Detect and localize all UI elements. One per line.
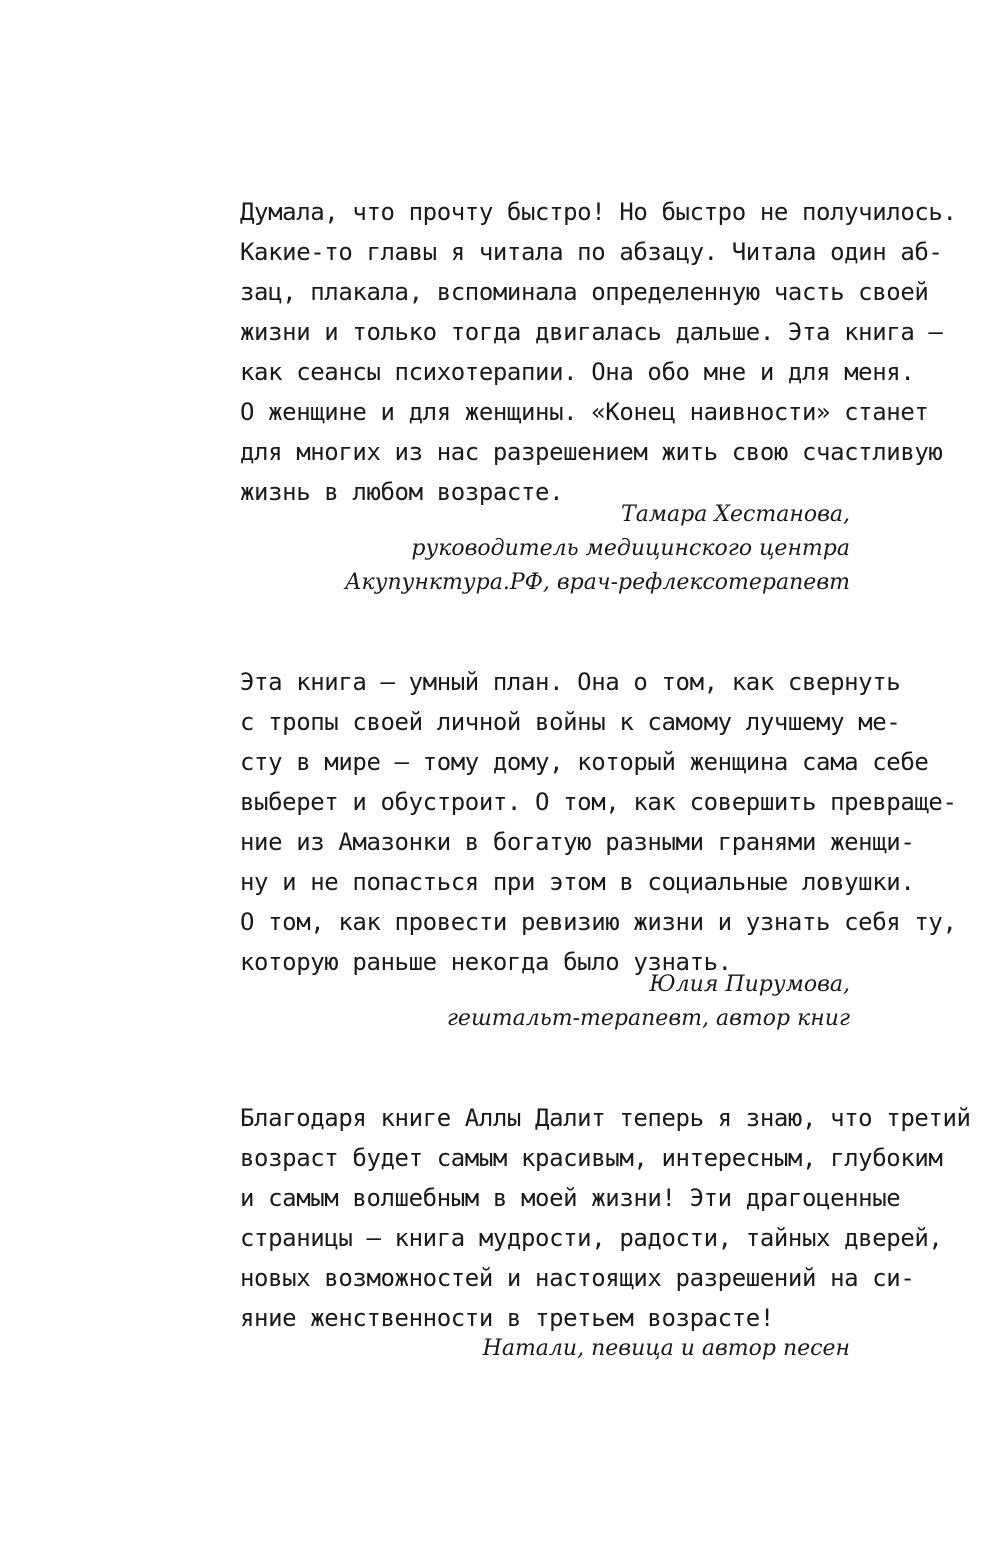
attribution-author: Натали, певица и автор песен	[482, 1336, 850, 1361]
review-3-paragraph	[240, 1098, 971, 1338]
paragraph-line: ну и не попасться при этом в социальные ловушки.	[240, 868, 915, 896]
paragraph-line: которую раньше некогда было узнать.	[240, 948, 732, 976]
paragraph-line: как сеансы психотерапии. Она обо мне и для меня.	[240, 358, 915, 386]
attribution-line: гештальт-терапевт, автор книг	[446, 1006, 850, 1031]
paragraph-line: Благодаря книге Аллы Далит теперь я знаю, что третий	[240, 1104, 971, 1132]
paragraph-line: возраст будет самым красивым, интересным, глубоким	[240, 1144, 943, 1172]
paragraph-line: сту в мире — тому дому, который женщина сама себе	[240, 748, 929, 776]
attribution-author: Тамара Хестанова,	[621, 502, 850, 527]
review-3-attribution	[240, 1332, 850, 1366]
review-1-paragraph	[240, 192, 957, 512]
paragraph-line: яние женственности в третьем возрасте!	[240, 1304, 774, 1332]
paragraph-line: О том, как провести ревизию жизни и узнать себя ту,	[240, 908, 957, 936]
attribution-line: руководитель медицинского центра	[411, 536, 850, 561]
attribution-line: Акупунктура.РФ, врач-рефлексотерапевт	[344, 570, 850, 595]
paragraph-line: и самым волшебным в моей жизни! Эти драгоценные	[240, 1184, 901, 1212]
paragraph-line: ние из Амазонки в богатую разными гранями женщи-	[240, 828, 915, 856]
paragraph-line: жизни и только тогда двигалась дальше. Эта книга —	[240, 318, 943, 346]
paragraph-line: Эта книга — умный план. Она о том, как свернуть	[240, 668, 901, 696]
paragraph-line: страницы — книга мудрости, радости, тайных дверей,	[240, 1224, 943, 1252]
review-1-attribution	[240, 498, 850, 600]
attribution-author: Юлия Пирумова,	[649, 972, 850, 997]
paragraph-line: Какие-то главы я читала по абзацу. Читала один аб-	[240, 238, 943, 266]
review-2-paragraph	[240, 662, 957, 982]
paragraph-line: жизнь в любом возрасте.	[240, 478, 564, 506]
paragraph-line: О женщине и для женщины. «Конец наивности» станет	[240, 398, 929, 426]
paragraph-line: с тропы своей личной войны к самому лучшему ме-	[240, 708, 901, 736]
paragraph-line: выберет и обустроит. О том, как совершить превраще-	[240, 788, 957, 816]
paragraph-line: новых возможностей и настоящих разрешений на си-	[240, 1264, 915, 1292]
paragraph-line: зац, плакала, вспоминала определенную часть своей	[240, 278, 929, 306]
paragraph-line: Думала, что прочту быстро! Но быстро не получилось.	[240, 198, 957, 226]
review-2-attribution	[240, 968, 850, 1036]
paragraph-line: для многих из нас разрешением жить свою счастливую	[240, 438, 943, 466]
